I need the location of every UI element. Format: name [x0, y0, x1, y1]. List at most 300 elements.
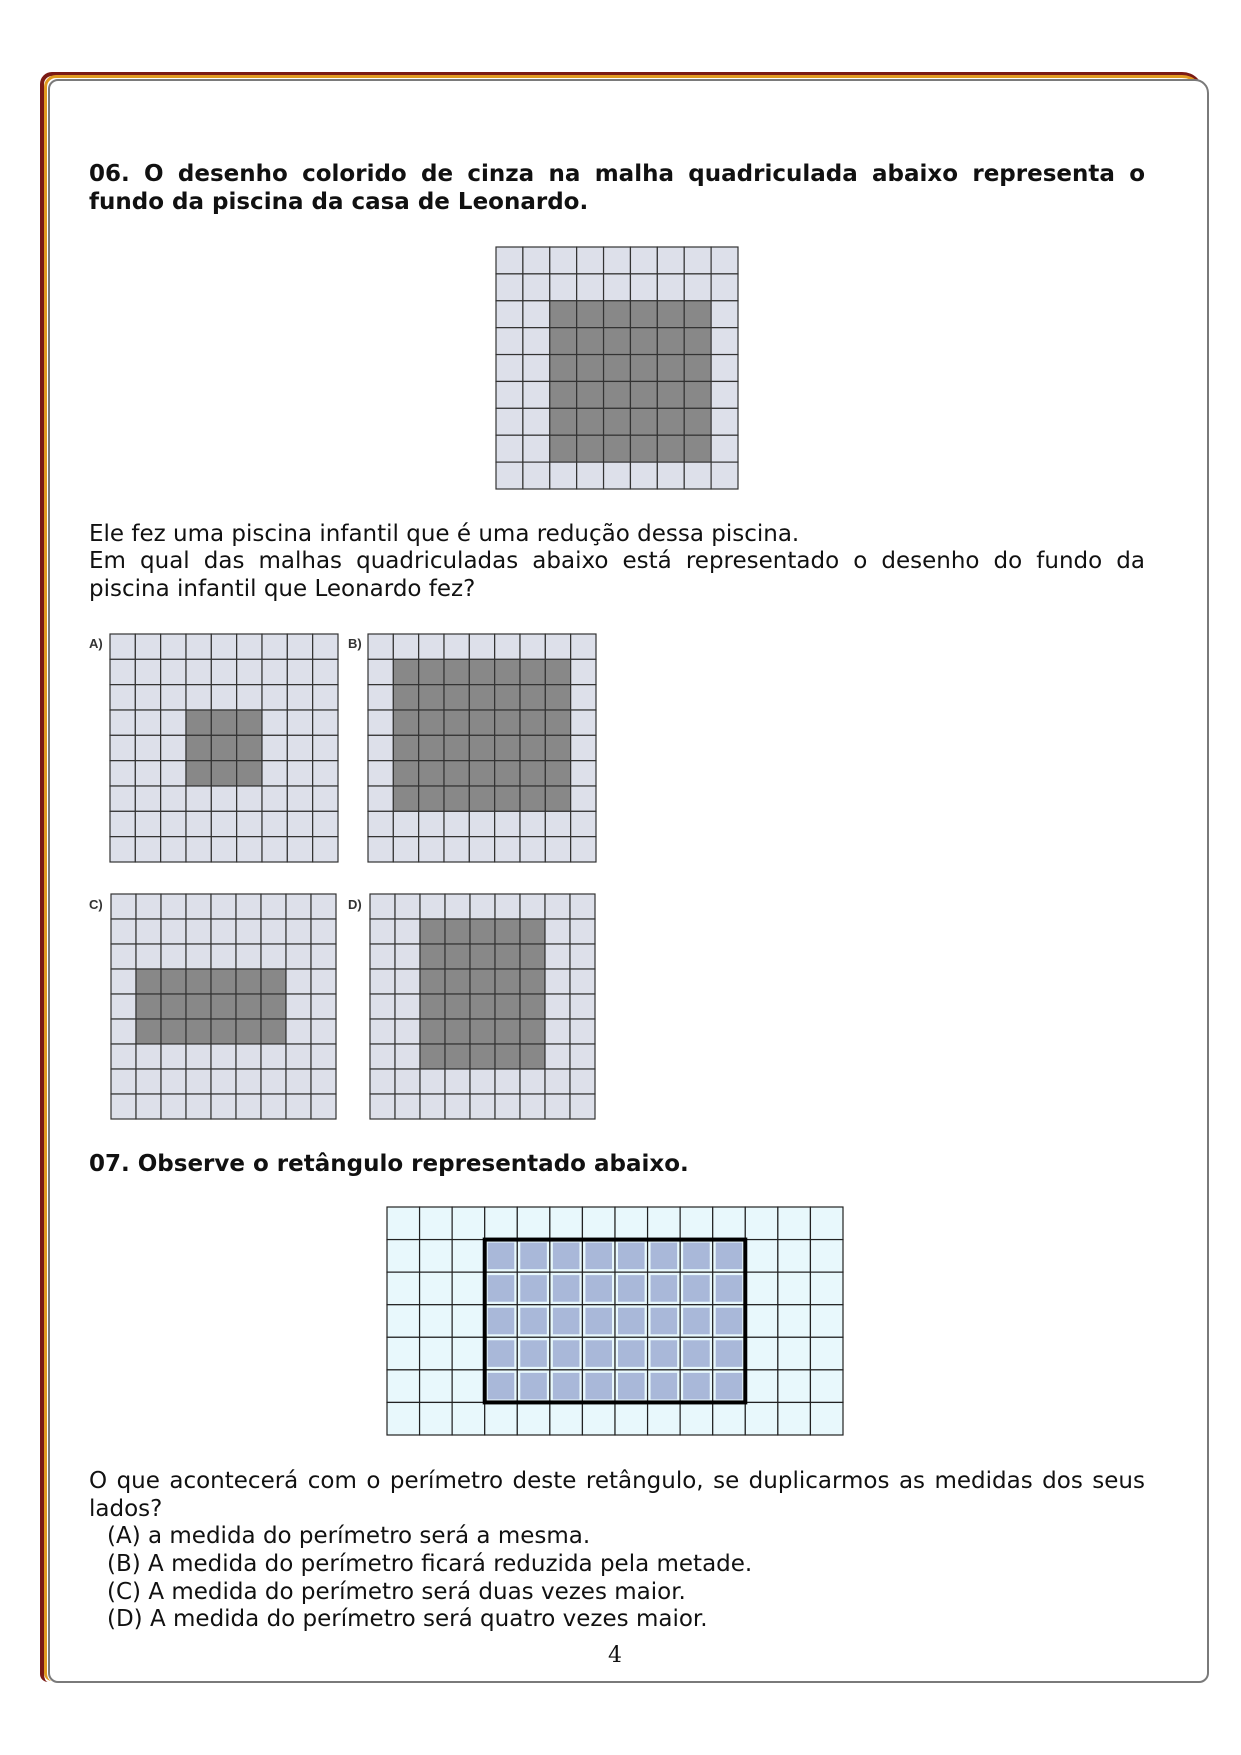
grid-cell [368, 710, 393, 735]
grid-cell [236, 919, 261, 944]
option-d-label: D) [348, 897, 362, 912]
grid-cell [604, 462, 631, 489]
shaded-cell [161, 969, 186, 994]
grid-cell [110, 659, 135, 684]
grid-cell [496, 247, 523, 274]
grid-cell [496, 435, 523, 462]
grid-cell [395, 1019, 420, 1044]
grid-cell [604, 247, 631, 274]
grid-cell [570, 1019, 595, 1044]
grid-cell [545, 944, 570, 969]
shaded-cell [470, 1019, 495, 1044]
grid-cell [395, 1069, 420, 1094]
shaded-cell [657, 381, 684, 408]
rectangle-cell [520, 1243, 547, 1270]
shaded-cell [444, 761, 469, 786]
shaded-cell [161, 1019, 186, 1044]
shaded-cell [469, 761, 494, 786]
grid-cell [111, 969, 136, 994]
grid-cell [186, 1044, 211, 1069]
grid-cell [261, 1069, 286, 1094]
grid-cell [520, 811, 545, 836]
q07-option-d[interactable]: (D) A medida do perímetro será quatro vezes maior. [107, 1606, 708, 1632]
grid-cell [161, 1044, 186, 1069]
grid-cell [496, 381, 523, 408]
grid-cell [111, 944, 136, 969]
grid-cell [778, 1207, 811, 1240]
grid-cell [496, 274, 523, 301]
grid-cell [237, 837, 262, 862]
grid-cell [810, 1370, 843, 1403]
shaded-cell [657, 328, 684, 355]
grid-cell [452, 1337, 485, 1370]
grid-cell [211, 634, 236, 659]
grid-cell [211, 685, 236, 710]
grid-cell [186, 1094, 211, 1119]
shaded-cell [445, 1044, 470, 1069]
grid-cell [387, 1370, 420, 1403]
grid-cell [368, 659, 393, 684]
grid-cell [393, 811, 418, 836]
grid-cell [452, 1370, 485, 1403]
grid-cell [287, 735, 312, 760]
grid-cell [495, 837, 520, 862]
grid-cell [445, 1094, 470, 1119]
grid-cell [550, 1207, 583, 1240]
shaded-cell [604, 301, 631, 328]
rectangle-cell [683, 1373, 710, 1400]
grid-cell [545, 969, 570, 994]
shaded-cell [186, 1019, 211, 1044]
grid-cell [387, 1240, 420, 1273]
grid-cell [237, 685, 262, 710]
grid-cell [236, 1069, 261, 1094]
grid-cell [495, 1094, 520, 1119]
option-d-grid[interactable] [370, 894, 595, 1119]
grid-cell [261, 894, 286, 919]
shaded-cell [577, 301, 604, 328]
shaded-cell [495, 944, 520, 969]
grid-cell [368, 837, 393, 862]
grid-cell [420, 1094, 445, 1119]
grid-cell [778, 1337, 811, 1370]
grid-cell [711, 301, 738, 328]
grid-cell [311, 944, 336, 969]
shaded-cell [393, 659, 418, 684]
grid-cell [420, 1069, 445, 1094]
grid-cell [161, 761, 186, 786]
grid-cell [545, 811, 570, 836]
grid-cell [311, 994, 336, 1019]
grid-cell [261, 1044, 286, 1069]
grid-cell [570, 894, 595, 919]
grid-cell [711, 355, 738, 382]
grid-cell [545, 1044, 570, 1069]
grid-cell [286, 994, 311, 1019]
grid-cell [313, 811, 338, 836]
shaded-cell [186, 761, 211, 786]
grid-cell [135, 837, 160, 862]
grid-cell [368, 685, 393, 710]
grid-cell [161, 944, 186, 969]
shaded-cell [420, 1044, 445, 1069]
grid-cell [713, 1402, 746, 1435]
grid-cell [395, 969, 420, 994]
shaded-cell [520, 710, 545, 735]
grid-cell [469, 837, 494, 862]
grid-cell [211, 1069, 236, 1094]
option-c-grid[interactable] [111, 894, 336, 1119]
grid-cell [287, 659, 312, 684]
grid-cell [211, 944, 236, 969]
shaded-cell [419, 685, 444, 710]
grid-cell [657, 274, 684, 301]
grid-cell [262, 685, 287, 710]
shaded-cell [520, 1019, 545, 1044]
grid-cell [469, 811, 494, 836]
shaded-cell [444, 685, 469, 710]
shaded-cell [495, 710, 520, 735]
shaded-cell [520, 1044, 545, 1069]
grid-cell [520, 837, 545, 862]
grid-cell [311, 919, 336, 944]
grid-cell [711, 462, 738, 489]
grid-cell [657, 247, 684, 274]
shaded-cell [520, 761, 545, 786]
grid-cell [136, 919, 161, 944]
shaded-cell [577, 408, 604, 435]
grid-cell [287, 761, 312, 786]
shaded-cell [236, 1019, 261, 1044]
grid-cell [370, 894, 395, 919]
shaded-cell [545, 786, 570, 811]
grid-cell [420, 894, 445, 919]
shaded-cell [604, 435, 631, 462]
shaded-cell [630, 408, 657, 435]
grid-cell [420, 1240, 453, 1273]
grid-cell [287, 811, 312, 836]
grid-cell [745, 1402, 778, 1435]
grid-cell [313, 761, 338, 786]
grid-cell [745, 1337, 778, 1370]
shaded-cell [630, 355, 657, 382]
shaded-cell [469, 710, 494, 735]
grid-cell [395, 994, 420, 1019]
shaded-cell [657, 355, 684, 382]
q07-question: O que acontecerá com o perímetro deste retângulo, se duplicarmos as medidas dos seus lados? [89, 1468, 1145, 1522]
grid-cell [286, 969, 311, 994]
grid-cell [571, 811, 596, 836]
grid-cell [570, 919, 595, 944]
grid-cell [111, 1094, 136, 1119]
grid-cell [420, 1402, 453, 1435]
grid-cell [211, 811, 236, 836]
shaded-cell [420, 1019, 445, 1044]
q06-text-line2: Em qual das malhas quadriculadas abaixo está representado o desenho do fundo da piscina infantil que Leonardo fez? [89, 548, 1145, 602]
grid-cell [111, 894, 136, 919]
shaded-cell [520, 969, 545, 994]
shaded-cell [237, 735, 262, 760]
grid-cell [657, 462, 684, 489]
grid-cell [517, 1207, 550, 1240]
grid-cell [211, 659, 236, 684]
grid-cell [684, 247, 711, 274]
rectangle-cell [651, 1243, 678, 1270]
grid-cell [570, 944, 595, 969]
shaded-cell [630, 328, 657, 355]
grid-cell [495, 1069, 520, 1094]
grid-cell [313, 786, 338, 811]
shaded-cell [495, 659, 520, 684]
shaded-cell [445, 919, 470, 944]
shaded-cell [444, 786, 469, 811]
grid-cell [810, 1272, 843, 1305]
grid-cell [313, 685, 338, 710]
grid-cell [161, 919, 186, 944]
grid-cell [545, 994, 570, 1019]
grid-cell [452, 1240, 485, 1273]
grid-cell [630, 247, 657, 274]
grid-cell [136, 944, 161, 969]
grid-cell [135, 710, 160, 735]
rectangle-cell [651, 1340, 678, 1367]
grid-cell [496, 408, 523, 435]
grid-cell [545, 894, 570, 919]
rectangle-cell [585, 1275, 612, 1302]
shaded-cell [186, 735, 211, 760]
rectangle-cell [553, 1340, 580, 1367]
grid-cell [550, 274, 577, 301]
grid-cell [111, 919, 136, 944]
grid-cell [161, 735, 186, 760]
grid-cell [161, 710, 186, 735]
shaded-cell [419, 710, 444, 735]
grid-cell [286, 1069, 311, 1094]
grid-cell [136, 1044, 161, 1069]
grid-cell [387, 1402, 420, 1435]
grid-cell [545, 1069, 570, 1094]
grid-cell [393, 837, 418, 862]
rectangle-cell [520, 1308, 547, 1335]
grid-cell [135, 811, 160, 836]
grid-cell [445, 894, 470, 919]
shaded-cell [520, 919, 545, 944]
q07-title: 07. Observe o retângulo representado abaixo. [89, 1151, 689, 1177]
shaded-cell [420, 994, 445, 1019]
grid-cell [211, 919, 236, 944]
q07-option-b[interactable]: (B) A medida do perímetro ficará reduzida pela metade. [107, 1551, 753, 1577]
grid-cell [495, 894, 520, 919]
q07-option-c[interactable]: (C) A medida do perímetro será duas vezes maior. [107, 1579, 686, 1605]
grid-cell [495, 634, 520, 659]
grid-cell [237, 786, 262, 811]
grid-cell [286, 944, 311, 969]
rectangle-cell [488, 1275, 515, 1302]
grid-cell [523, 247, 550, 274]
grid-cell [368, 786, 393, 811]
shaded-cell [419, 786, 444, 811]
grid-cell [778, 1305, 811, 1338]
grid-cell [370, 994, 395, 1019]
grid-cell [570, 969, 595, 994]
grid-cell [311, 1069, 336, 1094]
grid-cell [387, 1272, 420, 1305]
q07-option-a[interactable]: (A) a medida do perímetro será a mesma. [107, 1523, 591, 1549]
shaded-cell [684, 408, 711, 435]
grid-cell [262, 735, 287, 760]
grid-cell [571, 685, 596, 710]
grid-cell [523, 355, 550, 382]
grid-cell [287, 685, 312, 710]
grid-cell [261, 919, 286, 944]
grid-cell [186, 837, 211, 862]
grid-cell [313, 634, 338, 659]
shaded-cell [630, 301, 657, 328]
grid-cell [262, 811, 287, 836]
grid-cell [368, 735, 393, 760]
grid-cell [368, 811, 393, 836]
grid-cell [680, 1207, 713, 1240]
shaded-cell [161, 994, 186, 1019]
shaded-cell [420, 919, 445, 944]
rectangle-cell [618, 1340, 645, 1367]
shaded-cell [520, 659, 545, 684]
shaded-cell [684, 381, 711, 408]
grid-cell [110, 710, 135, 735]
option-a-grid[interactable] [110, 634, 338, 862]
grid-cell [395, 1094, 420, 1119]
page-number: 4 [608, 1643, 622, 1668]
grid-cell [444, 634, 469, 659]
grid-cell [287, 786, 312, 811]
rectangle-cell [683, 1275, 710, 1302]
grid-cell [545, 1019, 570, 1044]
grid-cell [420, 1370, 453, 1403]
grid-cell [745, 1305, 778, 1338]
shaded-cell [520, 944, 545, 969]
shaded-cell [470, 919, 495, 944]
shaded-cell [444, 710, 469, 735]
grid-cell [161, 837, 186, 862]
grid-cell [186, 944, 211, 969]
grid-cell [711, 274, 738, 301]
grid-cell [470, 894, 495, 919]
grid-cell [311, 1044, 336, 1069]
rectangle-cell [716, 1340, 743, 1367]
shaded-cell [445, 994, 470, 1019]
shaded-cell [520, 735, 545, 760]
grid-cell [523, 301, 550, 328]
grid-cell [262, 761, 287, 786]
grid-cell [311, 1019, 336, 1044]
shaded-cell [469, 659, 494, 684]
rectangle-grid [387, 1207, 843, 1435]
grid-cell [571, 634, 596, 659]
grid-cell [135, 761, 160, 786]
shaded-cell [495, 685, 520, 710]
grid-cell [161, 685, 186, 710]
grid-cell [262, 710, 287, 735]
grid-cell [810, 1402, 843, 1435]
grid-cell [237, 659, 262, 684]
grid-cell [135, 735, 160, 760]
rectangle-cell [553, 1243, 580, 1270]
grid-cell [313, 735, 338, 760]
grid-cell [387, 1337, 420, 1370]
option-b-grid[interactable] [368, 634, 596, 862]
rectangle-cell [716, 1275, 743, 1302]
shaded-cell [136, 1019, 161, 1044]
grid-cell [136, 894, 161, 919]
shaded-cell [684, 355, 711, 382]
grid-cell [571, 761, 596, 786]
grid-cell [745, 1207, 778, 1240]
grid-cell [161, 1069, 186, 1094]
shaded-cell [495, 761, 520, 786]
grid-cell [570, 994, 595, 1019]
shaded-cell [684, 435, 711, 462]
rectangle-cell [618, 1308, 645, 1335]
grid-cell [236, 1094, 261, 1119]
rectangle-cell [488, 1243, 515, 1270]
shaded-cell [470, 944, 495, 969]
grid-cell [287, 710, 312, 735]
shaded-cell [211, 1019, 236, 1044]
grid-cell [452, 1402, 485, 1435]
grid-cell [186, 659, 211, 684]
grid-cell [370, 1019, 395, 1044]
shaded-cell [545, 761, 570, 786]
grid-cell [582, 1402, 615, 1435]
shaded-cell [495, 1044, 520, 1069]
grid-cell [261, 1094, 286, 1119]
grid-cell [495, 811, 520, 836]
grid-cell [135, 786, 160, 811]
grid-cell [186, 634, 211, 659]
grid-cell [745, 1370, 778, 1403]
grid-cell [810, 1240, 843, 1273]
grid-cell [517, 1402, 550, 1435]
shaded-cell [186, 994, 211, 1019]
grid-cell [523, 435, 550, 462]
grid-cell [370, 969, 395, 994]
grid-cell [286, 1019, 311, 1044]
grid-cell [419, 811, 444, 836]
grid-cell [545, 1094, 570, 1119]
grid-cell [110, 634, 135, 659]
grid-cell [550, 247, 577, 274]
grid-cell [577, 274, 604, 301]
grid-cell [110, 761, 135, 786]
grid-cell [136, 1069, 161, 1094]
shaded-cell [469, 735, 494, 760]
grid-cell [485, 1207, 518, 1240]
grid-cell [550, 1402, 583, 1435]
shaded-cell [136, 969, 161, 994]
grid-cell [520, 1094, 545, 1119]
grid-cell [452, 1272, 485, 1305]
shaded-cell [211, 969, 236, 994]
grid-cell [211, 837, 236, 862]
grid-cell [496, 355, 523, 382]
grid-cell [630, 274, 657, 301]
grid-cell [523, 274, 550, 301]
grid-cell [313, 710, 338, 735]
grid-cell [370, 1094, 395, 1119]
shaded-cell [684, 301, 711, 328]
grid-cell [615, 1402, 648, 1435]
grid-cell [286, 919, 311, 944]
